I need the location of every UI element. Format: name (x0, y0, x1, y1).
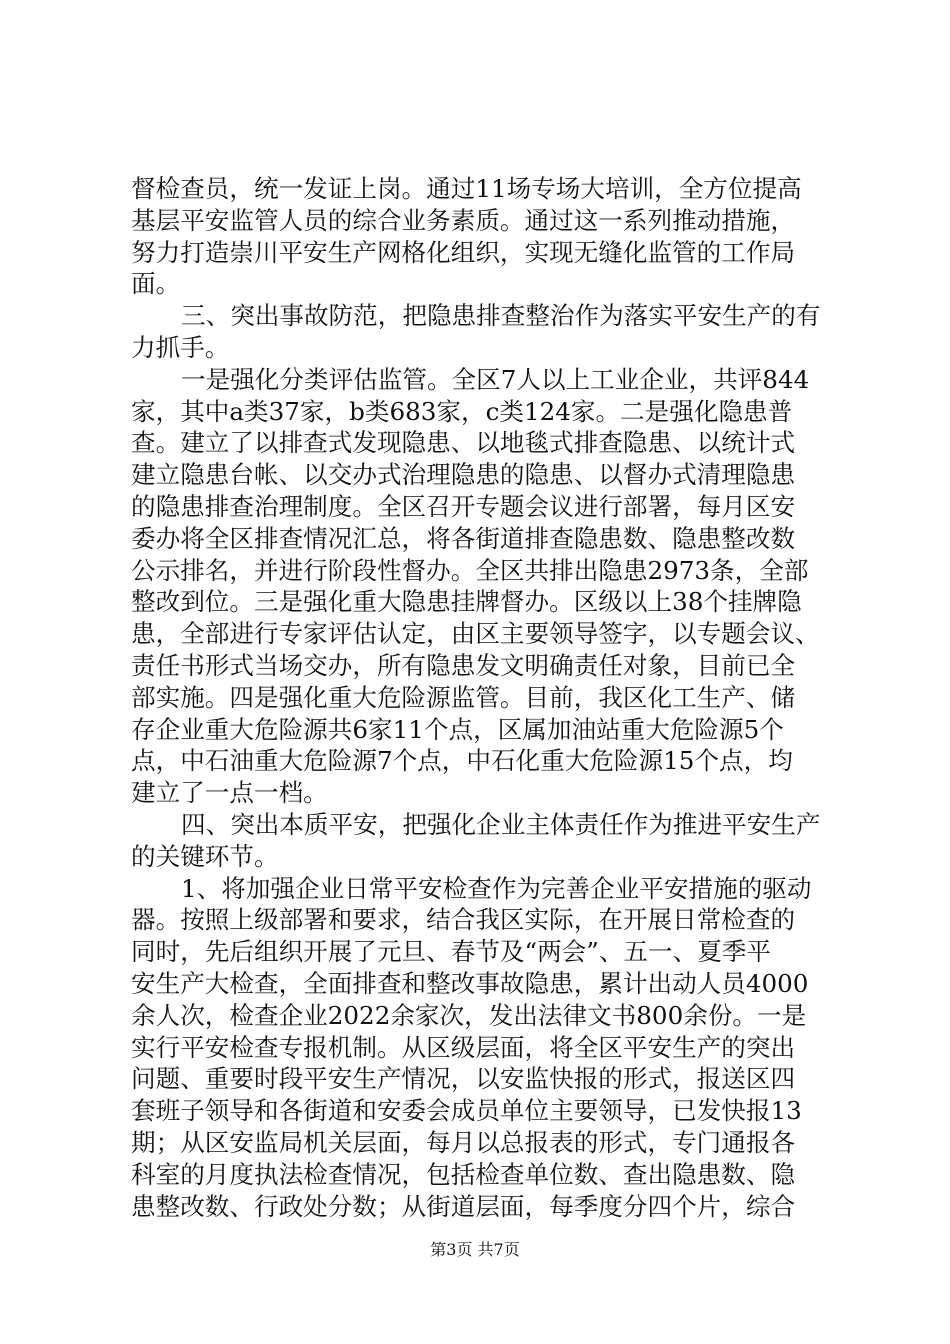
text-line: 家，其中a类37家，b类683家，c类124家。二是强化隐患普 (131, 396, 793, 426)
text-line: 委办将全区排查情况汇总，将各街道排查隐患数、隐患整改数 (131, 523, 796, 553)
text-line: 一是强化分类评估监管。全区7人以上工业企业，共评844 (181, 364, 810, 394)
text-line: 力抓手。 (131, 332, 230, 362)
text-line: 努力打造崇川平安生产网格化组织，实现无缝化监管的工作局 (131, 237, 796, 267)
text-line: 建立了一点一档。 (131, 778, 328, 808)
text-line: 患整改数、行政处分数；从街道层面，每季度分四个片，综合 (131, 1191, 796, 1221)
text-line: 基层平安监管人员的综合业务素质。通过这一系列推动措施， (131, 205, 796, 235)
text-line: 面。 (131, 269, 181, 299)
text-line: 实行平安检查专报机制。从区级层面，将全区平安生产的突出 (131, 1032, 796, 1062)
text-line: 期；从区安监局机关层面，每月以总报表的形式，专门通报各 (131, 1127, 796, 1157)
text-line: 的隐患排查治理制度。全区召开专题会议进行部署，每月区安 (131, 491, 796, 521)
text-line: 安生产大检查，全面排查和整改事故隐患，累计出动人员4000 (131, 968, 809, 998)
text-line: 督检查员，统一发证上岗。通过11场专场大培训，全方位提高 (131, 174, 802, 203)
text-line: 责任书形式当场交办，所有隐患发文明确责任对象，目前已全 (131, 650, 796, 680)
text-line: 1、将加强企业日常平安检查作为完善企业平安措施的驱动 (181, 873, 812, 903)
text-line: 的关键环节。 (131, 841, 279, 871)
text-line: 同时，先后组织开展了元旦、春节及“两会”、五一、夏季平 (131, 937, 771, 967)
document-body (131, 173, 831, 1222)
text-line: 余人次，检查企业2022余家次，发出法律文书800余份。一是 (131, 1000, 807, 1030)
text-line: 患，全部进行专家评估认定，由区主要领导签字，以专题会议、 (131, 619, 820, 649)
text-line: 三、突出事故防范，把隐患排查整治作为落实平安生产的有 (181, 301, 821, 331)
page-number-footer: 第3页 共7页 (430, 1240, 520, 1259)
text-line: 套班子领导和各街道和安委会成员单位主要领导，已发快报13 (131, 1096, 802, 1126)
text-line: 整改到位。三是强化重大隐患挂牌督办。区级以上38个挂牌隐 (131, 587, 802, 617)
text-line: 部实施。四是强化重大危险源监管。目前，我区化工生产、储 (131, 682, 796, 712)
text-line: 建立隐患台帐、以交办式治理隐患的隐患、以督办式清理隐患 (131, 460, 796, 490)
text-line: 点，中石油重大危险源7个点，中石化重大危险源15个点，均 (131, 746, 793, 776)
text-line: 问题、重要时段平安生产情况，以安监快报的形式，报送区四 (131, 1064, 796, 1094)
text-line: 公示排名，并进行阶段性督办。全区共排出隐患2973条，全部 (131, 555, 809, 585)
text-line: 器。按照上级部署和要求，结合我区实际，在开展日常检查的 (131, 905, 796, 935)
text-line: 科室的月度执法检查情况，包括检查单位数、查出隐患数、隐 (131, 1159, 796, 1189)
text-line: 四、突出本质平安，把强化企业主体责任作为推进平安生产 (181, 809, 821, 839)
text-line: 存企业重大危险源共6家11个点，区属加油站重大危险源5个 (131, 714, 784, 744)
text-line: 查。建立了以排查式发现隐患、以地毯式排查隐患、以统计式 (131, 428, 796, 458)
